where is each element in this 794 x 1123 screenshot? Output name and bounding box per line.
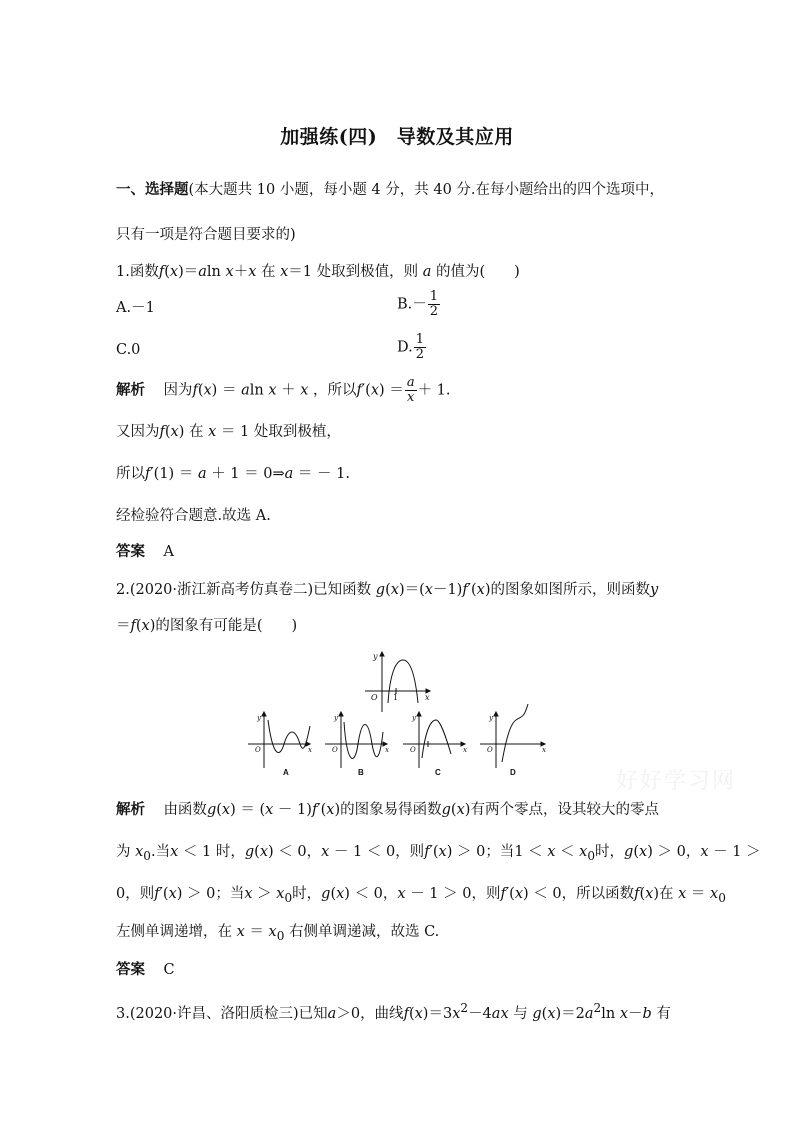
svg-text:y: y	[257, 714, 261, 722]
svg-text:O: O	[487, 746, 493, 754]
fig-top-origin: O	[371, 693, 378, 702]
fig-top-y-label: y	[373, 652, 378, 661]
q1-analysis-3: 所以f′(1) ＝ a ＋ 1 ＝ 0⇒a ＝ － 1.	[116, 466, 350, 482]
fig-label-c: C	[435, 768, 441, 777]
q1-stem: 1.函数f(x)＝aln x＋x 在 x＝1 处取到极值，则 a 的值为( )	[116, 264, 520, 280]
fig-label-b: B	[358, 768, 364, 777]
q2-analysis-3: 0，则f′(x) ＞ 0；当$x > x_0$时，g(x) ＜ 0，x － 1 ＞ 0，则f′(x) ＜ 0，所以函数f(x)在 $x = x_0$	[116, 886, 726, 905]
fig-label-d: D	[510, 768, 516, 777]
svg-text:x: x	[385, 746, 389, 754]
svg-text:x: x	[463, 746, 467, 754]
watermark: 好好学习网	[616, 769, 737, 794]
section-desc-1: (本大题共 10 小题，每小题 4 分，共 40 分.在每小题给出的四个选项中，	[188, 182, 665, 198]
q2-analysis-4: 左侧单调递增，在 $x = x_0$ 右侧单调递减，故选 C.	[116, 924, 440, 943]
section-desc-2: 只有一项是符合题目要求的)	[116, 227, 296, 243]
svg-text:x: x	[308, 746, 312, 754]
q1-analysis-1: 解析 因为f(x) ＝ aln x ＋ x ，所以f′(x) ＝ $\frac{a}{x}$ ＋ 1.	[116, 375, 451, 405]
svg-text:y: y	[412, 714, 416, 722]
svg-text:x: x	[542, 746, 546, 754]
section-label: 一、选择题	[116, 181, 189, 198]
svg-text:O: O	[332, 746, 338, 754]
svg-text:y: y	[489, 714, 493, 722]
svg-text:y: y	[334, 714, 338, 722]
graph-gx	[365, 652, 430, 712]
q1-analysis-4: 经检验符合题意.故选 A.	[116, 508, 271, 524]
q3-stem: 3.(2020·许昌、洛阳质检三)已知a＞0，曲线$f(x)=3x^2-4ax$ 与 $g(x)=2a^2\ln$ x－b 有	[116, 1001, 671, 1022]
q1-option-a: A.－1	[116, 300, 155, 316]
q2-analysis-2: 为 $x_0$.当x ＜ 1 时，g(x) ＜ 0，x － 1 ＜ 0，则f′(x) ＞ 0；当$1 < x < x_0$时，g(x) ＞ 0，x － 1 ＞	[116, 844, 761, 863]
page-title: 加强练(四) 导数及其应用	[280, 126, 514, 148]
fig-label-a: A	[283, 768, 289, 777]
fig-top-x-label: x	[425, 693, 430, 702]
fig-top-one: 1	[393, 693, 399, 702]
q2-figures	[240, 648, 560, 783]
q1-option-b: B.－ $\frac{1}{2}$	[397, 289, 439, 319]
q1-answer: 答案 A	[116, 543, 174, 560]
q2-answer: 答案 C	[116, 961, 175, 978]
section-header	[116, 180, 664, 200]
svg-text:O: O	[255, 746, 261, 754]
q2-analysis-1: 解析 由函数g(x) ＝ (x － 1)f′(x)的图象易得函数g(x)有两个零点，设其较大的零点	[116, 801, 659, 818]
q2-stem-1: 2.(2020·浙江新高考仿真卷二)已知函数 g(x)＝(x－1)f′(x)的图象如图所示，则函数y	[116, 582, 659, 598]
q2-stem-2: ＝f(x)的图象有可能是( )	[116, 618, 298, 634]
svg-text:O: O	[410, 746, 416, 754]
q1-option-d: D. $\frac{1}{2}$	[397, 332, 424, 362]
q1-option-c: C.0	[116, 342, 141, 358]
q1-analysis-2: 又因为f(x) 在 x ＝ 1 处取到极植，	[116, 424, 341, 440]
